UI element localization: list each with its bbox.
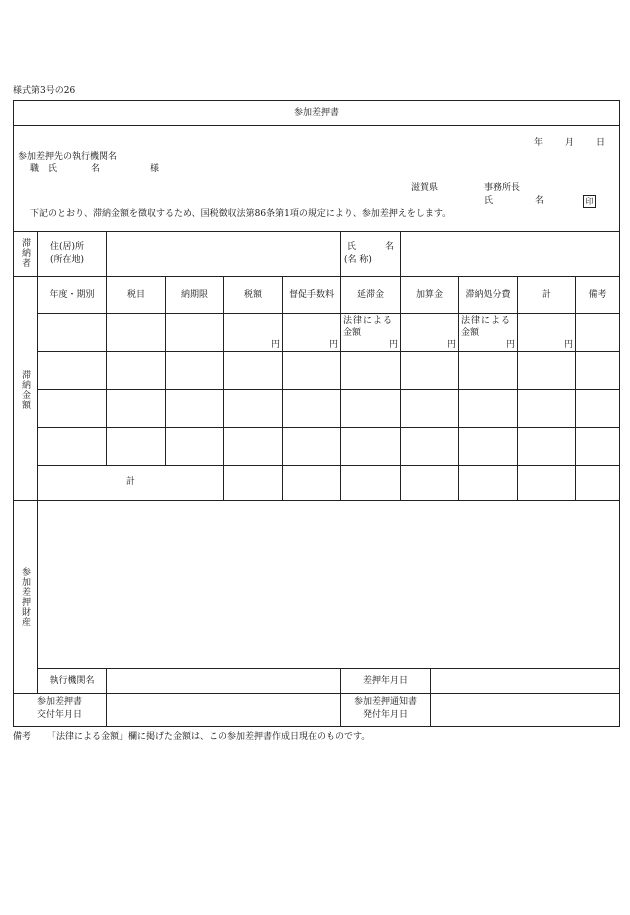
sender-name-char-2: 名	[535, 196, 545, 206]
taxpayer-name-char-2: 名	[385, 242, 395, 252]
header-due-date: 納期限	[180, 290, 208, 300]
taxpayer-name-char-1: 氏	[347, 242, 357, 252]
header-remarks: 備考	[588, 290, 607, 300]
notice-date-label-2: 発付年月日	[362, 710, 408, 720]
sender-office-head: 事務所長	[484, 183, 521, 193]
recipient-org-label: 参加差押先の執行機関名	[18, 152, 118, 162]
yen-unit-fee: 円	[329, 340, 339, 350]
property-side-label: 参加差押財産	[20, 567, 30, 627]
date-year-label: 年	[534, 138, 544, 148]
agency-label: 執行機関名	[49, 676, 95, 686]
date-month-label: 月	[565, 138, 575, 148]
header-total: 計	[541, 290, 551, 300]
statement-text: 下記のとおり、滞納金額を徴収するため、国税徴収法第86条第1項の規定により、参加差押えをします。	[30, 209, 452, 219]
form-title: 参加差押書	[293, 108, 339, 118]
amounts-side-label: 滞納金額	[20, 370, 30, 410]
yen-unit-total: 円	[564, 340, 574, 350]
form-number: 様式第3号の26	[13, 86, 76, 96]
seizure-date-label: 差押年月日	[362, 676, 408, 686]
delivery-date-label-1: 参加差押書	[36, 697, 82, 707]
recipient-name-char-1: 氏	[48, 164, 58, 174]
legal-amount-label-2b: 金額	[461, 328, 480, 338]
date-day-label: 日	[596, 138, 606, 148]
yen-unit-tax: 円	[271, 340, 281, 350]
note-text: 「法律による金額」欄に掲げた金額は、この参加差押書作成日現在のものです。	[47, 732, 371, 742]
notice-date-label-1: 参加差押通知書	[353, 697, 417, 707]
header-delinquency-tax: 延滞金	[356, 290, 384, 300]
header-additional-tax: 加算金	[415, 290, 443, 300]
header-fiscal-period: 年度・期別	[49, 290, 95, 300]
legal-amount-label-2: 法律による	[461, 316, 512, 326]
header-disposition-cost: 滞納処分費	[465, 290, 511, 300]
legal-amount-label-1: 法律による	[343, 316, 394, 326]
legal-amount-label-1b: 金額	[343, 328, 362, 338]
amounts-total-label: 計	[125, 477, 135, 487]
recipient-name-char-2: 名	[91, 164, 101, 174]
address-label: 住(居)所	[50, 242, 85, 252]
taxpayer-name-sub-label: (名 称)	[344, 255, 372, 265]
sender-prefecture: 滋賀県	[411, 183, 439, 193]
header-reminder-fee: 督促手数料	[288, 290, 334, 300]
delivery-date-label-2: 交付年月日	[36, 710, 82, 720]
yen-unit-disposition: 円	[506, 340, 516, 350]
yen-unit-delinquency: 円	[389, 340, 399, 350]
address-sub-label: (所在地)	[50, 255, 85, 265]
yen-unit-additional: 円	[447, 340, 457, 350]
header-tax-item: 税目	[126, 290, 145, 300]
seal-stamp-box: 印	[583, 195, 596, 208]
taxpayer-side-label: 滞納者	[20, 238, 30, 268]
note-label: 備考	[13, 732, 32, 742]
header-tax-amount: 税額	[243, 290, 262, 300]
recipient-honorific: 様	[150, 164, 160, 174]
sender-name-char-1: 氏	[484, 196, 494, 206]
recipient-position-label: 職	[30, 164, 40, 174]
